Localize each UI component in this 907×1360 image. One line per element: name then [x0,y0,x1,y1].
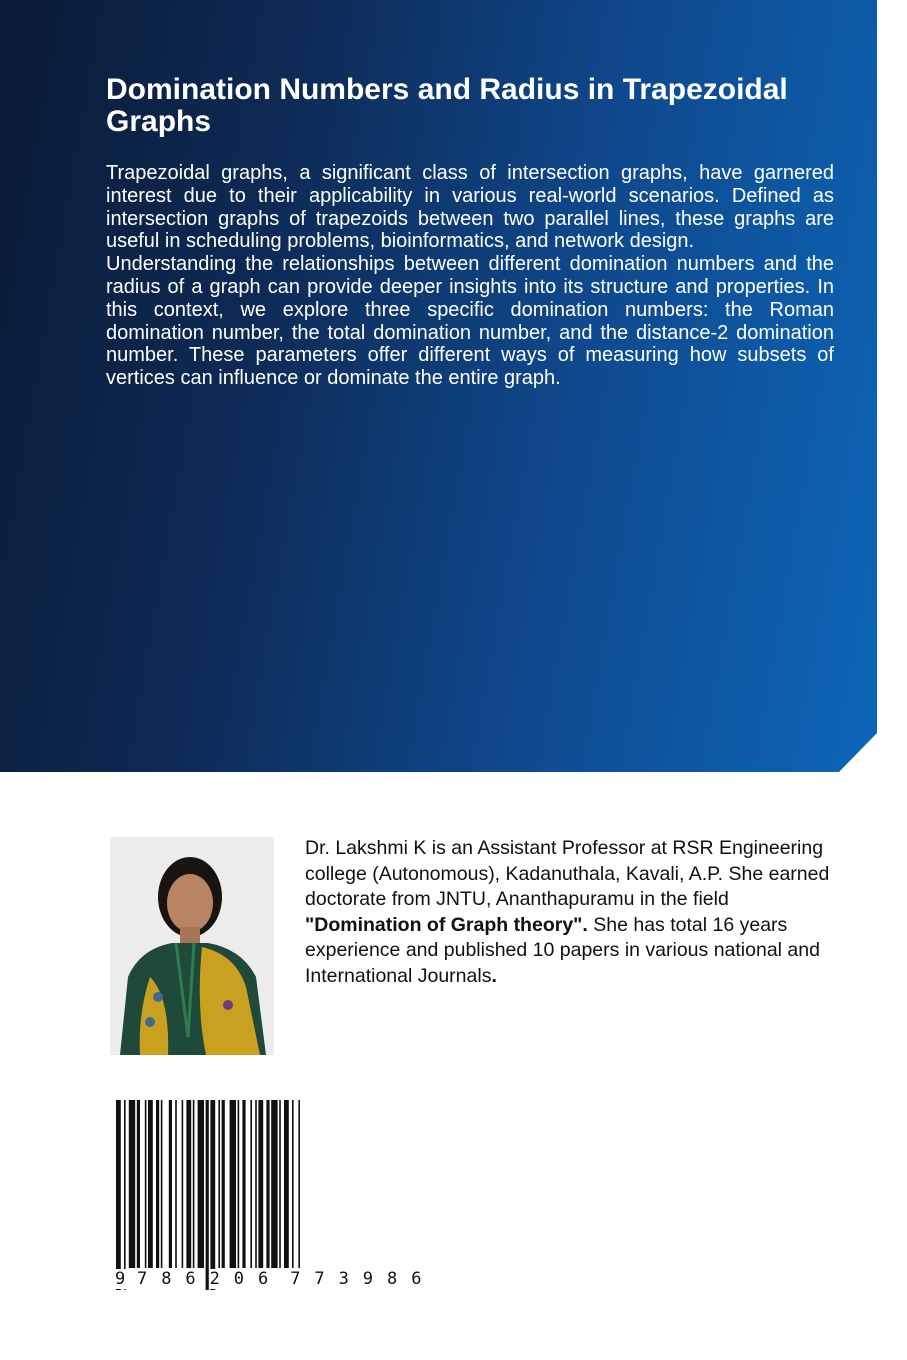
isbn-digit: 8 [387,1269,398,1289]
bio-period: . [491,964,497,987]
barcode-bar [186,1100,191,1268]
barcode-bar [284,1100,289,1268]
isbn-digit: 2 [209,1269,220,1289]
barcode-bar [169,1100,172,1268]
barcode-bar [218,1100,220,1268]
barcode-bar [242,1100,245,1268]
barcode-bar [292,1100,294,1268]
barcode-bar [238,1100,240,1268]
barcode-bar [206,1100,209,1290]
isbn-digit: 6 [185,1269,196,1289]
isbn-digit: 8 [161,1269,172,1289]
barcode-bar [182,1100,184,1268]
barcode-bar [266,1100,269,1268]
bio-text-2: She has total 16 years experience and published 10 papers in various national and International Journals [305,913,820,987]
barcode-bar [175,1100,177,1268]
barcode-bar [137,1100,140,1268]
barcode-bar [198,1100,204,1268]
barcode-bar [279,1100,281,1268]
author-photo [110,837,274,1055]
isbn-digits [114,1269,434,1291]
isbn-digit: 7 [290,1269,301,1289]
book-description [106,162,834,390]
isbn-digit: 6 [411,1269,422,1289]
description-paragraph-1: Trapezoidal graphs, a significant class of intersection graphs, have garnered interest due to their applicability in various real-world scenarios. Defined as intersection graphs of trapezoids between two parallel lines, these graphs are useful in scheduling problems, bioinformatics, and network design. [106,162,834,253]
isbn-digit: 0 [233,1269,245,1289]
barcode-bar [210,1100,215,1290]
book-title: Domination Numbers and Radius in Trapezoidal Graphs [106,73,788,138]
barcode-bar [124,1100,126,1290]
barcode-bar [116,1100,121,1290]
author-bio [305,836,845,990]
isbn-digit: 9 [115,1269,126,1289]
isbn-digit: 3 [338,1269,349,1289]
bio-text-1: Dr. Lakshmi K is an Assistant Professor at RSR Engineering college (Autonomous), Kadanuthala, Kavali, A.P. She earned doctorate from JNTU, Ananthapuramu in the field [305,837,830,911]
barcode-bar [161,1100,163,1268]
barcode-bar [148,1100,153,1268]
isbn-barcode [116,1100,434,1290]
isbn-digit: 6 [258,1269,269,1289]
barcode-bar [156,1100,159,1268]
barcode-bar [193,1100,195,1268]
barcode-bar [255,1100,257,1268]
isbn-digit: 7 [314,1269,325,1289]
barcode-bar [298,1100,300,1268]
isbn-digit: 9 [362,1269,374,1289]
bio-bold-field: "Domination of Graph theory". [305,913,588,936]
barcode-bar [258,1100,263,1268]
barcode-bar [222,1100,225,1268]
barcode-bar [230,1100,236,1268]
isbn-digit: 7 [137,1269,148,1289]
barcode-bar [129,1100,135,1268]
description-paragraph-2: Understanding the relationships between different domination numbers and the radius of a graph can provide deeper insights into its structure and properties. In this context, we explore three specific domination numbers: the Roman domination number, the total domination number, and the distance-2 domination number. These parameters offer different ways of measuring how subsets of vertices can influence or dominate the entire graph. [106,253,834,390]
barcode-bar [250,1100,252,1268]
author-portrait-icon [110,837,274,1055]
barcode-bar [145,1100,147,1268]
barcode-bar [271,1100,277,1268]
